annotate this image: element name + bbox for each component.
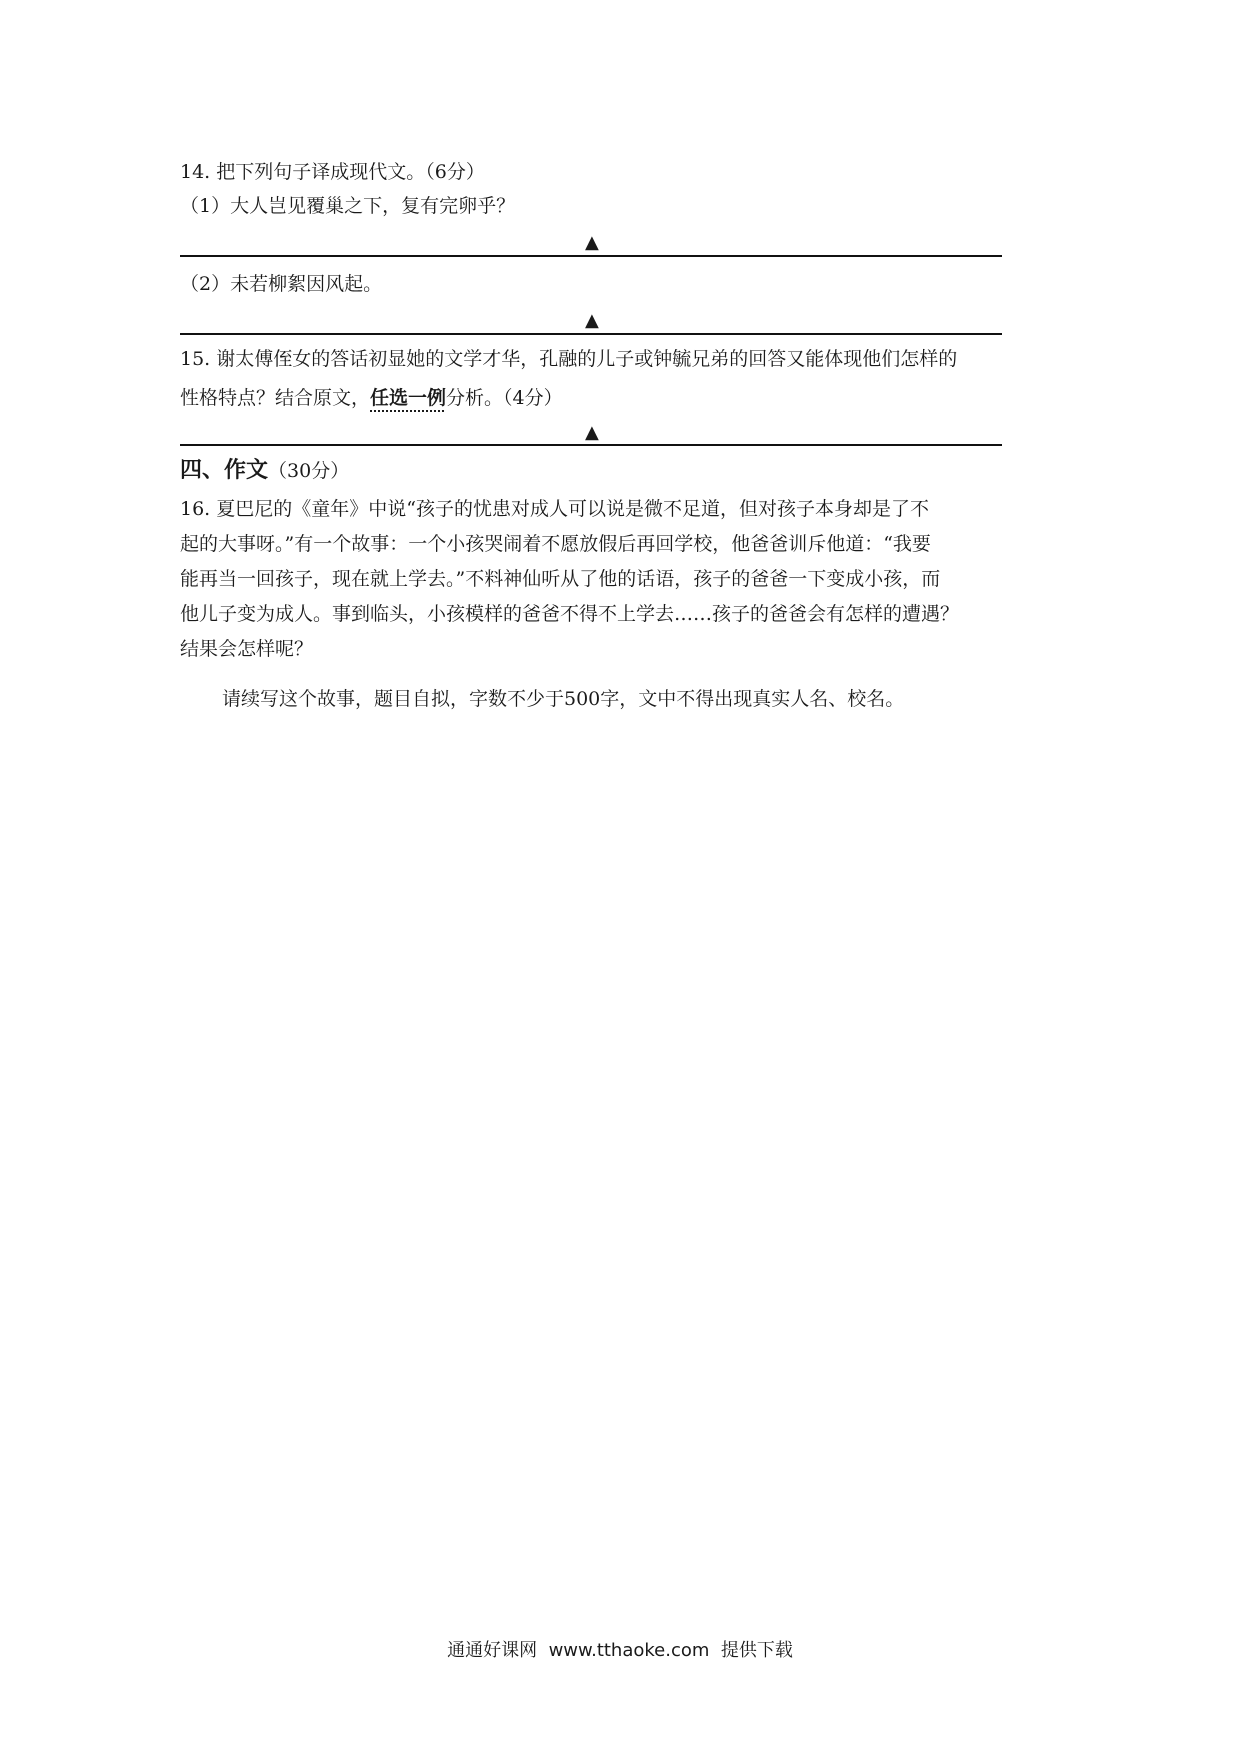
q15-line-2 <box>180 384 563 412</box>
section-4-title: 四、作文 <box>180 458 269 483</box>
answer-marker-triangle-icon: ▲ <box>585 422 599 443</box>
q15-line-2-start: 性格特点？结合原文， <box>180 387 371 409</box>
answer-line <box>180 333 1002 335</box>
answer-marker-triangle-icon: ▲ <box>585 310 599 331</box>
footer-download-notice: 通通好课网 www.tthaoke.com 提供下载 <box>447 1640 793 1661</box>
q16-line-2: 起的大事呀。”有一个故事：一个小孩哭闹着不愿放假后再回学校，他爸爸训斥他道：“我要 <box>180 533 931 555</box>
answer-line <box>180 255 1002 257</box>
answer-line <box>180 444 1002 446</box>
section-4-points: （30分） <box>268 460 350 482</box>
q15-line-1: 15. 谢太傅侄女的答话初显她的文学才华，孔融的儿子或钟毓兄弟的回答又能体现他们怎样的 <box>180 348 958 370</box>
answer-marker-triangle-icon: ▲ <box>585 232 599 253</box>
q14-item-1: （1）大人岂见覆巢之下，复有完卵乎？ <box>180 195 516 217</box>
q16-line-1: 16. 夏巴尼的《童年》中说“孩子的忧患对成人可以说是微不足道，但对孩子本身却是了不 <box>180 498 929 520</box>
q16-line-5: 结果会怎样呢？ <box>180 638 314 660</box>
q16-line-4: 他儿子变为成人。事到临头，小孩模样的爸爸不得不上学去……孩子的爸爸会有怎样的遭遇？ <box>180 603 960 625</box>
section-4-heading <box>180 455 349 488</box>
q16-prompt <box>180 492 1060 667</box>
q16-instruction: 请续写这个故事，题目自拟，字数不少于500字，文中不得出现真实人名、校名。 <box>222 688 905 710</box>
q15-emphasis: 任选一例 <box>370 387 447 409</box>
q15-line-2-end: 分析。（4分） <box>446 387 563 409</box>
q16-line-3: 能再当一回孩子，现在就上学去。”不料神仙听从了他的话语，孩子的爸爸一下变成小孩，而 <box>180 568 941 590</box>
q14-title: 14. 把下列句子译成现代文。（6分） <box>180 161 485 183</box>
q14-item-2: （2）未若柳絮因风起。 <box>180 273 383 295</box>
